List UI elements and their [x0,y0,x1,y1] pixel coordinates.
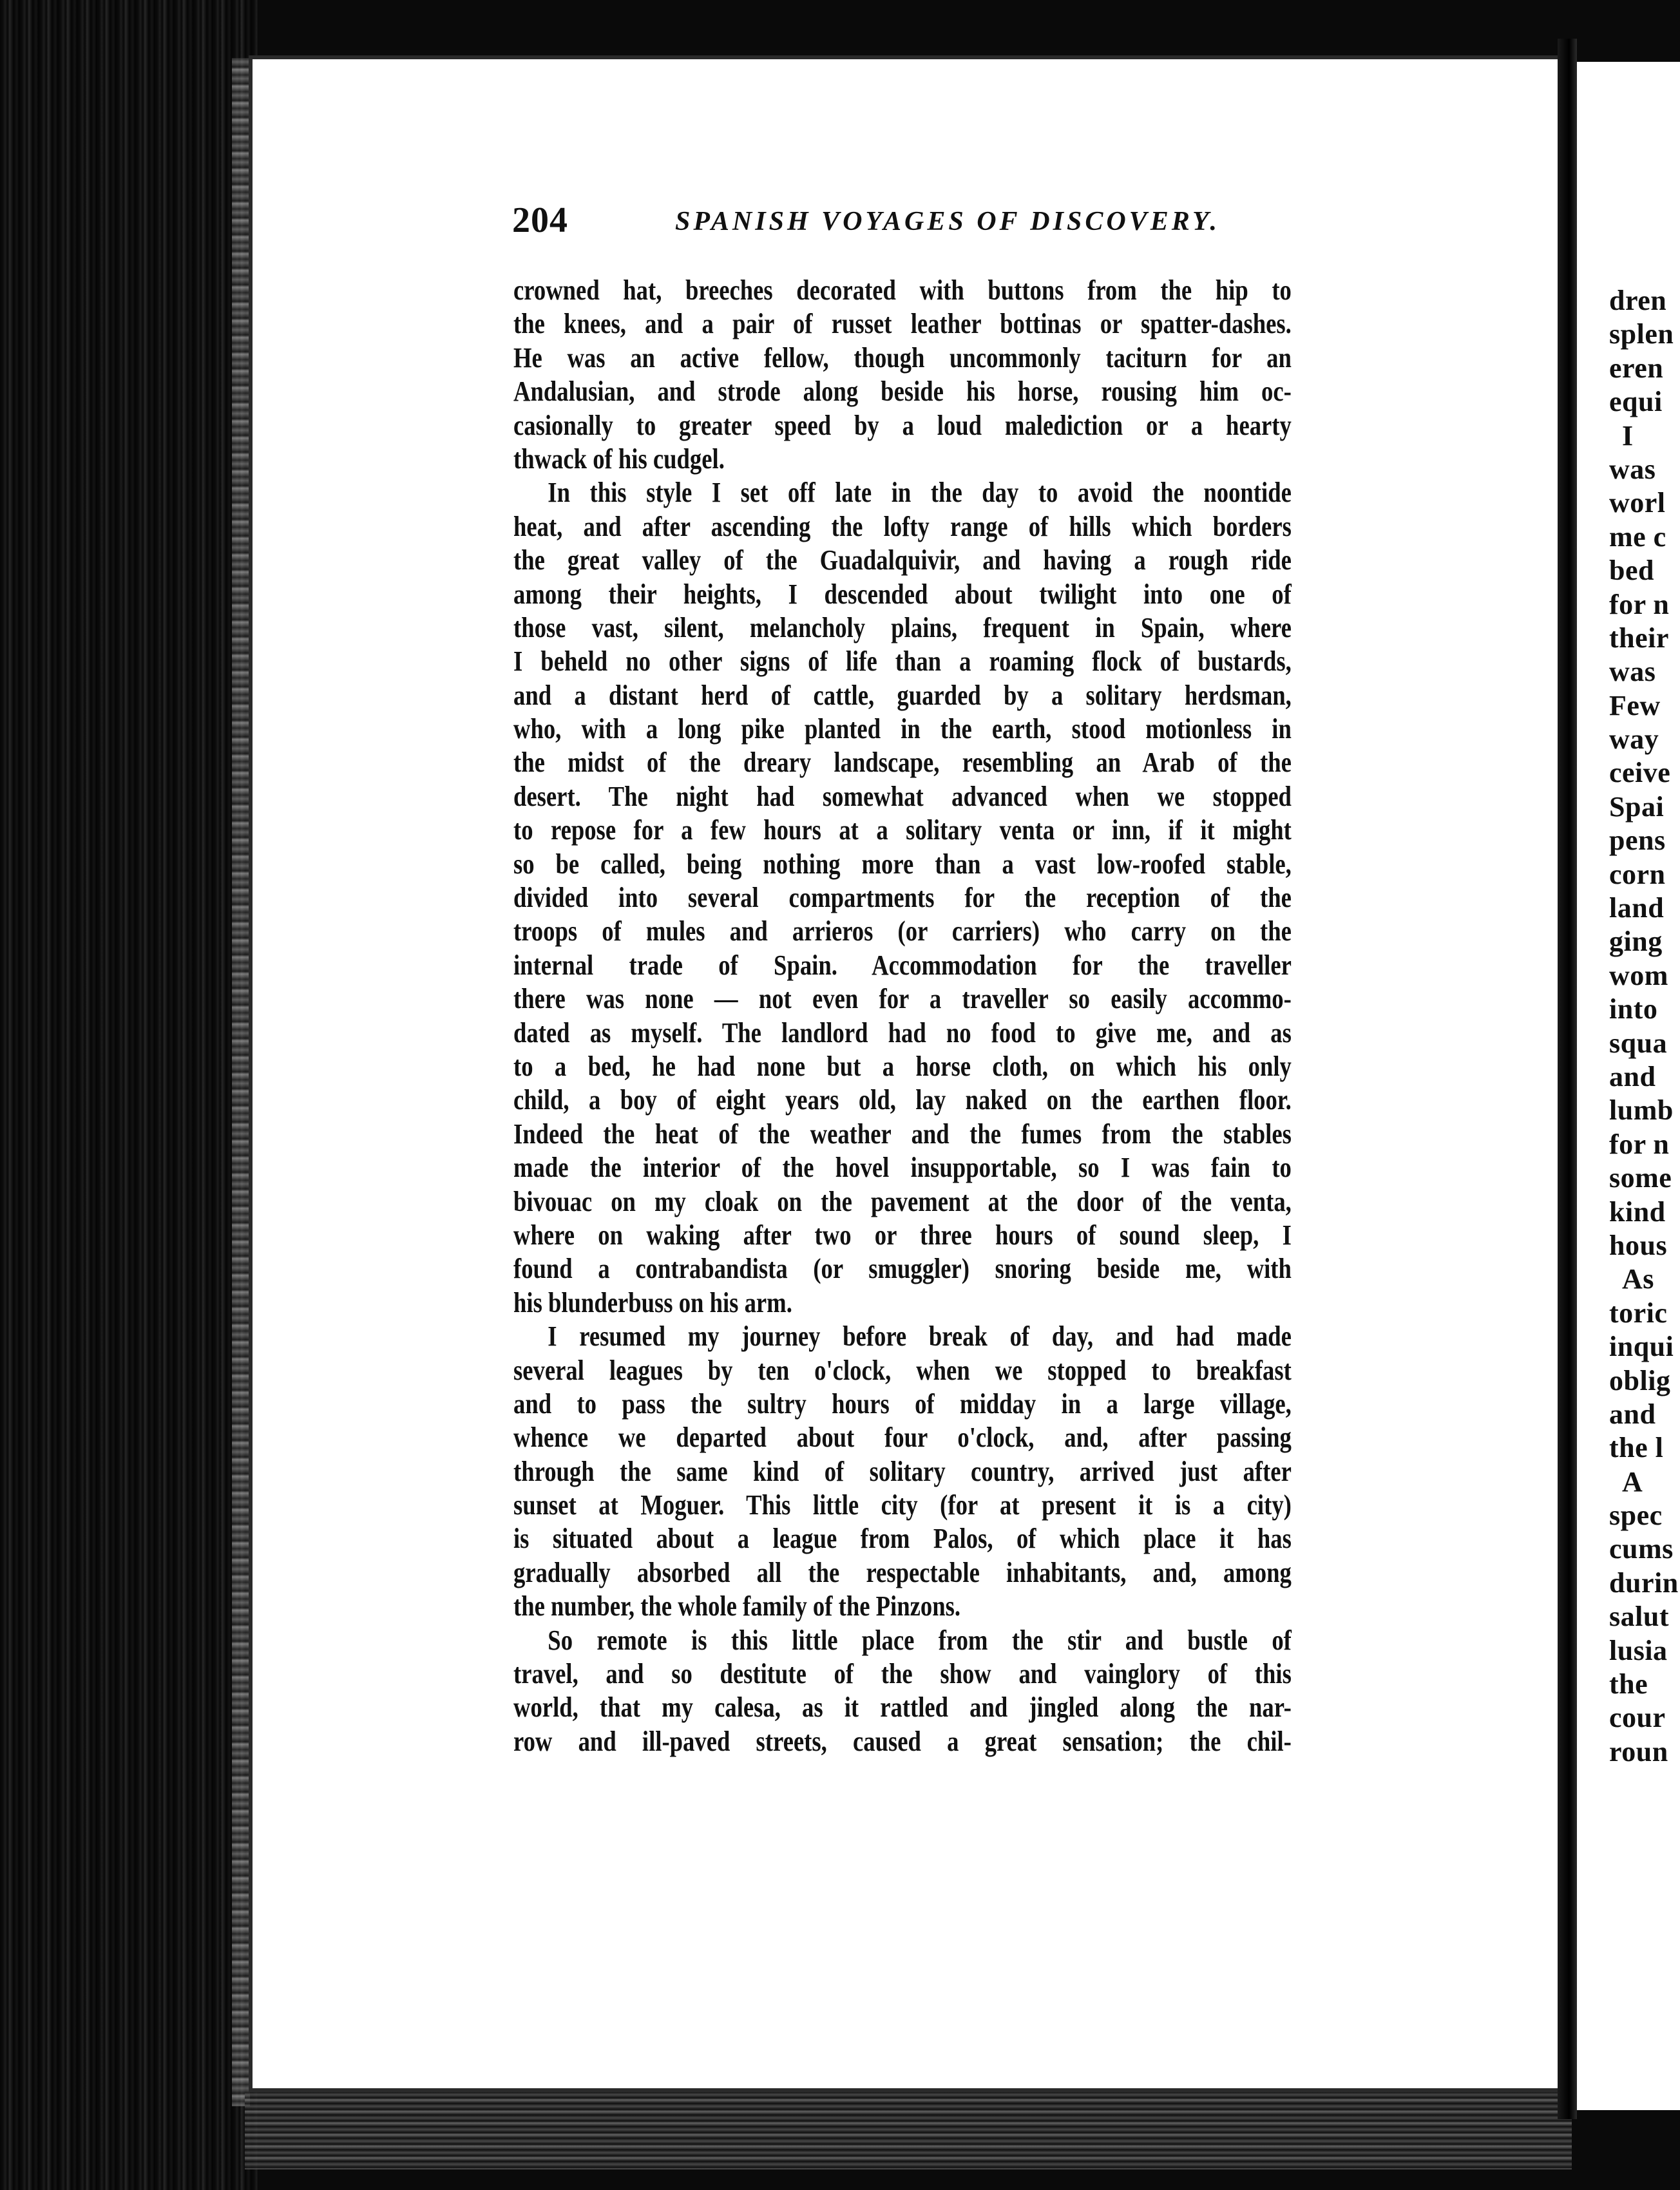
facing-line: Spai [1609,790,1665,823]
text-line: divided into several compartments for the reception of the [513,882,1292,914]
facing-line: their [1609,622,1669,654]
facing-line: pens [1609,824,1666,857]
facing-line: cums [1609,1533,1674,1565]
facing-line: ging [1609,926,1663,958]
facing-line: ceive [1609,757,1671,789]
text-line: who, with a long pike planted in the earth, stood motionless in [513,713,1292,745]
text-line: child, a boy of eight years old, lay naked on the earthen floor. [513,1084,1292,1116]
running-title: SPANISH VOYAGES OF DISCOVERY. [675,207,1220,236]
text-line: and a distant herd of cattle, guarded by a solitary herdsman, [513,679,1292,711]
text-line: those vast, silent, melancholy plains, frequent in Spain, where [513,611,1292,643]
text-line: the number, the whole family of the Pinzons. [513,1590,961,1623]
text-line: so be called, being nothing more than a vast low-roofed stable, [513,848,1292,880]
facing-line: for n [1609,588,1670,620]
facing-line: some [1609,1162,1672,1194]
facing-line: durin [1609,1566,1679,1599]
text-line: among their heights, I descended about twilight into one of [513,578,1292,610]
facing-line: splen [1609,318,1674,350]
facing-line: squa [1609,1027,1668,1059]
facing-line: oblig [1609,1364,1671,1396]
text-line: to a bed, he had none but a horse cloth, on which his only [513,1050,1292,1082]
text-line: there was none — not even for a traveller so easily accommo- [513,983,1292,1015]
page-stack-edge [232,58,250,2106]
text-line: where on waking after two or three hours of sound sleep, I [513,1219,1292,1251]
book-spine [0,0,258,2190]
facing-line: was [1609,453,1656,485]
text-line: I resumed my journey before break of day, and had made [548,1320,1292,1353]
text-line: to repose for a few hours at a solitary venta or inn, if it might [513,814,1292,846]
text-line: world, that my calesa, as it rattled and jingled along the nar- [513,1691,1292,1724]
running-head [512,193,1295,245]
facing-page-text [1609,284,1679,1769]
facing-line: Few [1609,689,1661,721]
text-line: In this style I set off late in the day to avoid the noontide [548,477,1292,509]
facing-page [1577,62,1680,2110]
facing-line: me c [1609,520,1666,553]
text-line: troops of mules and arrieros (or carriers) who carry on the [513,915,1292,947]
text-line: travel, and so destitute of the show and vainglory of this [513,1658,1292,1690]
text-line: internal trade of Spain. Accommodation for the traveller [513,949,1292,981]
facing-line: salut [1609,1601,1669,1633]
text-line: the midst of the dreary landscape, resembling an Arab of the [513,747,1292,779]
text-line: the knees, and a pair of russet leather bottinas or spatter-dashes. [513,308,1292,340]
text-line: Indeed the heat of the weather and the fumes from the stables [513,1118,1292,1150]
page-number: 204 [512,200,568,240]
facing-line: As [1622,1263,1654,1295]
facing-line: and [1609,1398,1656,1430]
text-line: found a contrabandista (or smuggler) snoring beside me, with [513,1253,1292,1285]
page-gutter [1558,39,1577,2119]
facing-line: spec [1609,1500,1663,1532]
facing-line: kind [1609,1195,1666,1228]
text-line: He was an active fellow, though uncommonly taciturn for an [513,341,1292,374]
text-line: desert. The night had somewhat advanced when we stopped [513,780,1292,812]
text-line: crowned hat, breeches decorated with buttons from the hip to [513,274,1292,306]
text-line: whence we departed about four o'clock, and, after passing [513,1422,1292,1454]
facing-line: equi [1609,386,1663,418]
facing-line: inqui [1609,1331,1674,1363]
text-line: through the same kind of solitary country, arrived just after [513,1455,1292,1487]
facing-line: was [1609,656,1656,688]
text-line: several leagues by ten o'clock, when we stopped to breakfast [513,1354,1292,1386]
facing-line: worl [1609,487,1666,519]
facing-line: A [1622,1465,1643,1498]
text-line: row and ill-paved streets, caused a great sensation; the chil- [513,1725,1292,1757]
text-line: and to pass the sultry hours of midday in a large village, [513,1387,1292,1420]
facing-line: wom [1609,959,1668,991]
text-line: is situated about a league from Palos, of which place it has [513,1523,1292,1555]
facing-line: way [1609,723,1659,756]
facing-line: corn [1609,858,1666,890]
facing-line: I [1622,419,1634,452]
page-bottom-edge [245,2092,1572,2169]
facing-line: the [1609,1668,1648,1700]
text-line: made the interior of the hovel insupportable, so I was fain to [513,1152,1292,1184]
facing-line: for n [1609,1128,1670,1160]
facing-line: into [1609,993,1658,1025]
facing-line: the l [1609,1432,1664,1464]
text-line: So remote is this little place from the stir and bustle of [548,1624,1292,1656]
facing-line: land [1609,892,1665,924]
text-line: dated as myself. The landlord had no food to give me, and as [513,1016,1292,1049]
facing-line: and [1609,1060,1656,1092]
facing-line: bed [1609,555,1654,587]
facing-line: dren [1609,285,1667,316]
text-line: the great valley of the Guadalquivir, and having a rough ride [513,544,1292,576]
facing-line: toric [1609,1297,1668,1329]
text-line: gradually absorbed all the respectable inhabitants, and, among [513,1556,1292,1588]
facing-line: cour [1609,1702,1666,1734]
facing-line: hous [1609,1229,1668,1261]
text-line: I beheld no other signs of life than a roaming flock of bustards, [513,645,1292,678]
facing-line: lusia [1609,1634,1668,1666]
text-line: Andalusian, and strode along beside his horse, rousing him oc- [513,376,1292,408]
text-line: casionally to greater speed by a loud malediction or a hearty [513,409,1292,441]
text-line: sunset at Moguer. This little city (for at present it is a city) [513,1489,1292,1521]
text-line: bivouac on my cloak on the pavement at the door of the venta, [513,1185,1292,1217]
text-line: thwack of his cudgel. [513,443,725,475]
facing-line: eren [1609,352,1664,384]
facing-line: roun [1609,1735,1668,1767]
facing-line: lumb [1609,1094,1674,1127]
body-text [513,274,1292,1758]
text-line: his blunderbuss on his arm. [513,1286,792,1319]
text-line: heat, and after ascending the lofty range of hills which borders [513,510,1292,542]
